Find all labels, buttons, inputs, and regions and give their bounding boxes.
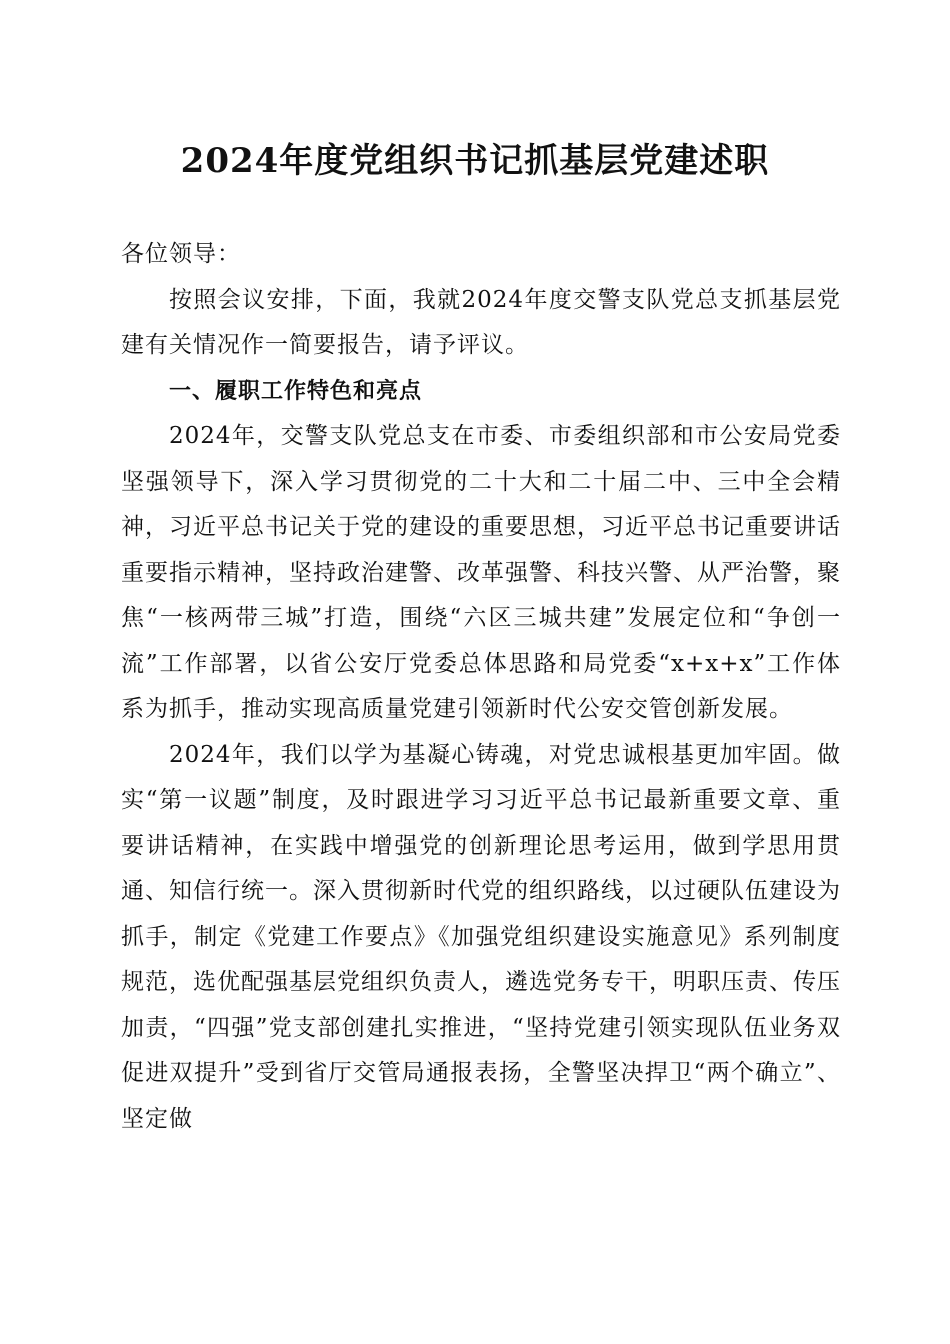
- section-heading: 一、履职工作特色和亮点: [169, 378, 423, 404]
- paragraph-2: 2024年，我们以学为基凝心铸魂，对党忠诚根基更加牢固。做实“第一议题”制度，及时跟进学习习近平总书记最新重要文章、重要讲话精神，在实践中增强党的创新理论思考运用，做到学思用贯通、知信行统一。深入贯彻新时代党的组织路线，以过硬队伍建设为抓手，制定《党建工作要点》《加强党组织建设实施意见》系列制度规范，选优配强基层党组织负责人，遴选党务专干，明职压责、传压加责，“四强”党支部创建扎实推进，“坚持党建引领实现队伍业务双促进双提升”受到省厅交管局通报表扬，全警坚决捍卫“两个确立”、坚定做: [121, 741, 841, 1132]
- salutation: 各位领导：: [121, 241, 241, 267]
- paragraph-1: 2024年，交警支队党总支在市委、市委组织部和市公安局党委坚强领导下，深入学习贯彻党的二十大和二十届二中、三中全会精神，习近平总书记关于党的建设的重要思想，习近平总书记重要讲话重要指示精神，坚持政治建警、改革强警、科技兴警、从严治警，聚焦“一核两带三城”打造，围绕“六区三城共建”发展定位和“争创一流”工作部署，以省公安厅党委总体思路和局党委“x+x+x”工作体系为抓手，推动实现高质量党建引领新时代公安交管创新发展。: [121, 423, 841, 722]
- document-title: 2024年度党组织书记抓基层党建述职: [180, 141, 770, 181]
- intro-paragraph: 按照会议安排，下面，我就2024年度交警支队党总支抓基层党建有关情况作一简要报告，请予评议。: [121, 286, 841, 358]
- document-body: [121, 232, 841, 1142]
